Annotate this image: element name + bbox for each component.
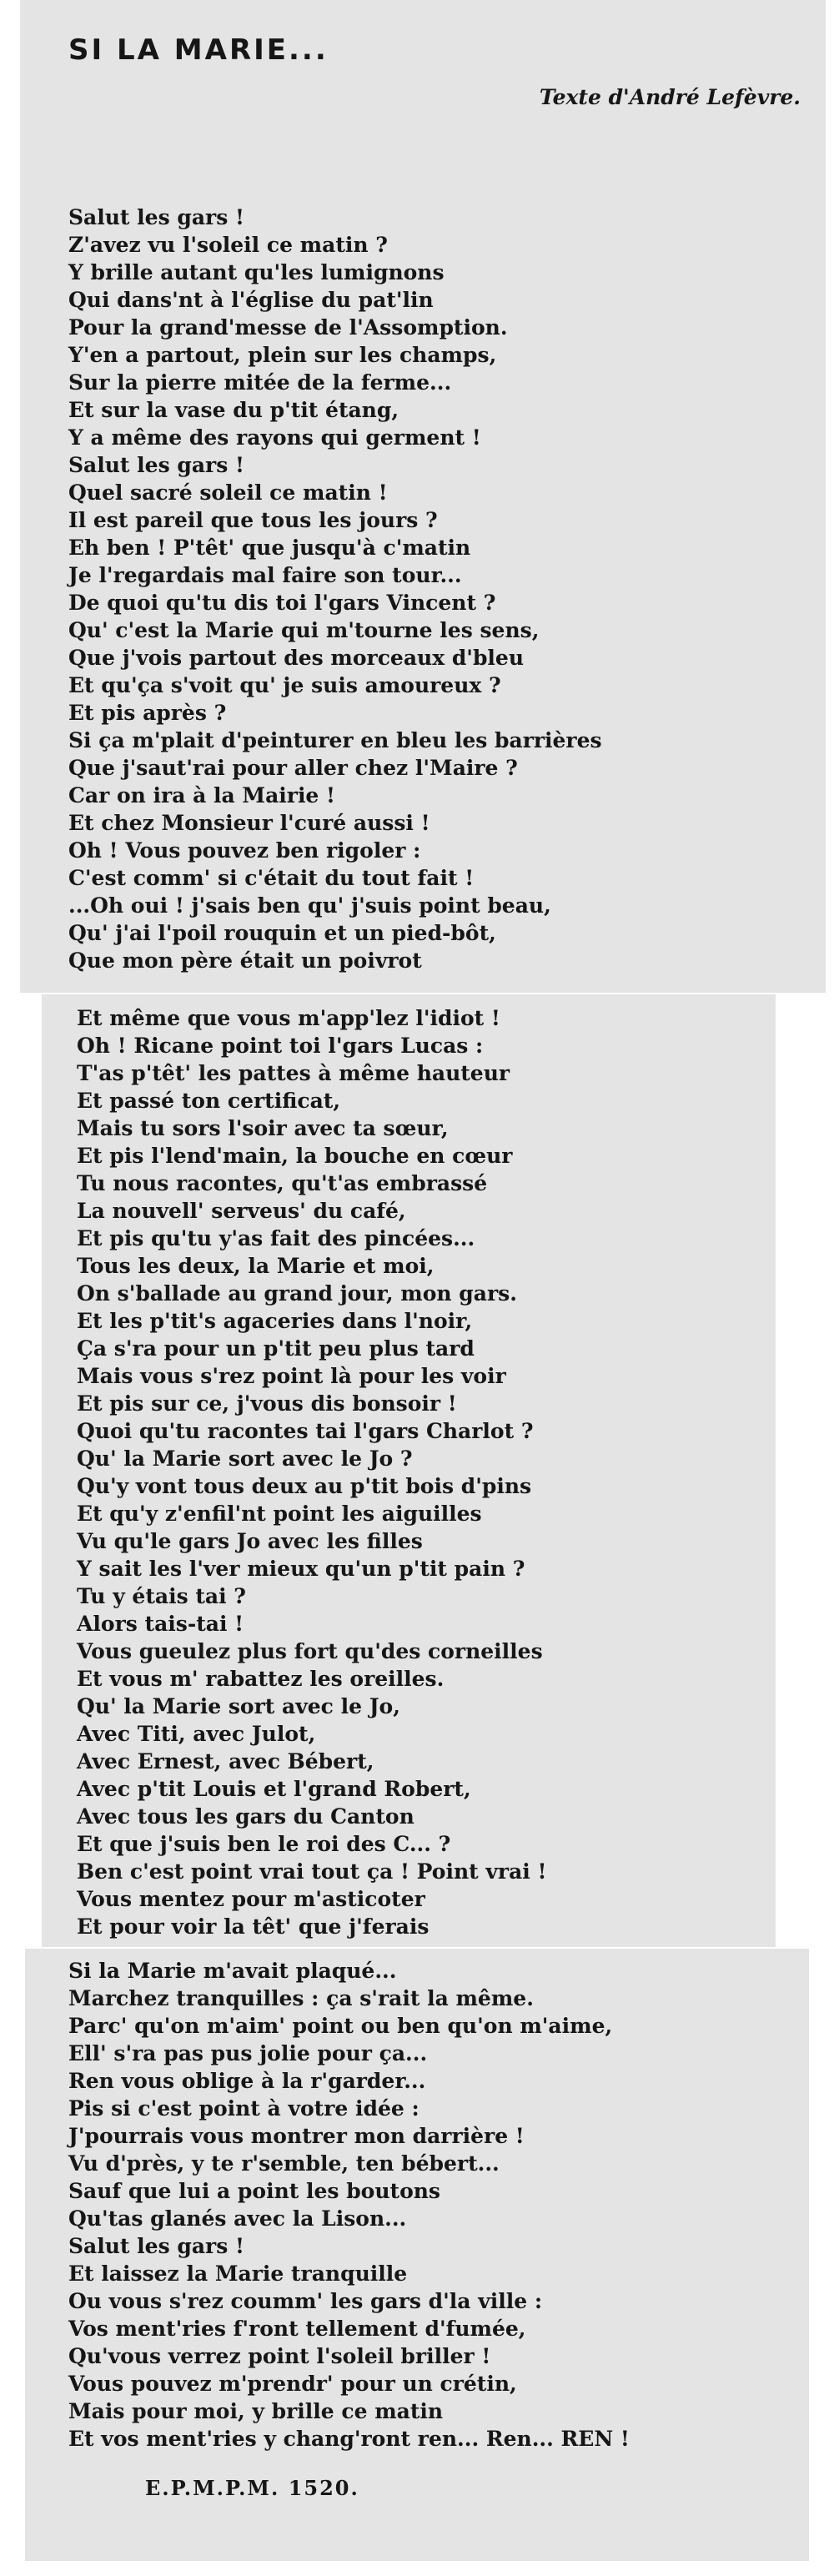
poem-line: Salut les gars ! — [68, 453, 244, 477]
poem-line: Mais pour moi, y brille ce matin — [68, 2399, 444, 2423]
author-credit: Texte d'André Lefèvre. — [539, 85, 801, 109]
poem-line: Avec Titi, avec Julot, — [77, 1722, 316, 1746]
poem-line: Vos ment'ries f'ront tellement d'fumée, — [68, 2317, 526, 2341]
poem-line: De quoi qu'tu dis toi l'gars Vincent ? — [68, 591, 496, 615]
poem-line: Qu' c'est la Marie qui m'tourne les sens, — [68, 618, 540, 642]
poem-line: Et pis après ? — [68, 701, 227, 725]
poem-line: Et vos ment'ries y chang'ront ren... Ren... REN ! — [68, 2427, 630, 2451]
poem-line: Pis si c'est point à votre idée : — [68, 2096, 420, 2121]
poem-line: Tous les deux, la Marie et moi, — [77, 1254, 435, 1278]
poem-line: Y'en a partout, plein sur les champs, — [68, 343, 497, 367]
poem-line: Ren vous oblige à la r'garder... — [68, 2069, 426, 2093]
poem-line: Qu' j'ai l'poil rouquin et un pied-bôt, — [68, 921, 496, 945]
poem-line: Car on ira à la Mairie ! — [68, 783, 336, 808]
poem-line: Et vous m' rabattez les oreilles. — [77, 1667, 445, 1691]
poem-line: Eh ben ! P'têt' que jusqu'à c'matin — [68, 536, 471, 560]
poem-line: Et que j'suis ben le roi des C... ? — [77, 1832, 451, 1856]
poem-line: Qu'vous verrez point l'soleil briller ! — [68, 2344, 491, 2368]
poem-line: Qu' la Marie sort avec le Jo, — [77, 1694, 400, 1718]
poem-line: Tu y étais tai ? — [77, 1584, 246, 1608]
poem-line: Et chez Monsieur l'curé aussi ! — [68, 811, 430, 835]
poem-line: J'pourrais vous montrer mon darrière ! — [68, 2124, 525, 2148]
poem-line: Qui dans'nt à l'église du pat'lin — [68, 288, 434, 312]
poem-line: Ça s'ra pour un p'tit peu plus tard — [77, 1336, 475, 1361]
poem-line: Qu'tas glanés avec la Lison... — [68, 2206, 407, 2231]
poem-line: Sur la pierre mitée de la ferme... — [68, 370, 452, 395]
stanza-1 — [68, 204, 602, 974]
poem-line: Avec p'tit Louis et l'grand Robert, — [77, 1777, 471, 1801]
poem-line: Quel sacré soleil ce matin ! — [68, 480, 388, 505]
poem-line: Et qu'y z'enfil'nt point les aiguilles — [77, 1502, 482, 1526]
poem-line: Et pis l'lend'main, la bouche en cœur — [77, 1144, 513, 1168]
poem-line: Sauf que lui a point les boutons — [68, 2179, 440, 2203]
stanza-3 — [68, 1957, 630, 2453]
poem-title: SI LA MARIE... — [68, 33, 329, 67]
poem-line: Avec Ernest, avec Bébert, — [77, 1749, 374, 1774]
poem-line: Quoi qu'tu racontes tai l'gars Charlot ? — [77, 1419, 534, 1443]
poem-line: T'as p'têt' les pattes à même hauteur — [77, 1061, 510, 1085]
poem-line: Oh ! Ricane point toi l'gars Lucas : — [77, 1034, 484, 1058]
poem-line: ...Oh oui ! j'sais ben qu' j'suis point beau, — [68, 893, 551, 918]
poem-line: Z'avez vu l'soleil ce matin ? — [68, 233, 388, 257]
poem-line: Ben c'est point vrai tout ça ! Point vrai ! — [77, 1859, 547, 1884]
poem-line: Et les p'tit's agaceries dans l'noir, — [77, 1309, 473, 1333]
poem-line: C'est comm' si c'était du tout fait ! — [68, 866, 475, 890]
poem-line: Que j'saut'rai pour aller chez l'Maire ? — [68, 756, 518, 780]
poem-line: Et sur la vase du p'tit étang, — [68, 398, 399, 422]
poem-line: Je l'regardais mal faire son tour... — [68, 563, 462, 587]
poem-line: Mais tu sors l'soir avec ta sœur, — [77, 1116, 449, 1140]
poem-line: Vous mentez pour m'asticoter — [77, 1887, 425, 1911]
poem-line: Oh ! Vous pouvez ben rigoler : — [68, 838, 421, 863]
poem-line: Tu nous racontes, qu't'as embrassé — [77, 1171, 488, 1195]
poem-line: Vu d'près, y te r'semble, ten bébert... — [68, 2151, 500, 2176]
poem-line: Avec tous les gars du Canton — [77, 1804, 414, 1829]
poem-line: Et laissez la Marie tranquille — [68, 2262, 408, 2286]
poem-line: Que j'vois partout des morceaux d'bleu — [68, 646, 525, 670]
poem-line: Marchez tranquilles : ça s'rait la même. — [68, 1986, 534, 2010]
poem-line: Y a même des rayons qui germent ! — [68, 425, 481, 450]
poem-line: Et pis sur ce, j'vous dis bonsoir ! — [77, 1391, 457, 1416]
poem-line: Il est pareil que tous les jours ? — [68, 508, 438, 532]
poem-line: Parc' qu'on m'aim' point ou ben qu'on m'aime, — [68, 2014, 613, 2038]
poem-line: La nouvell' serveus' du café, — [77, 1199, 406, 1223]
poem-line: Y sait les l'ver mieux qu'un p'tit pain ? — [77, 1557, 525, 1581]
poem-line: Pour la grand'messe de l'Assomption. — [68, 315, 508, 340]
poem-line: Que mon père était un poivrot — [68, 948, 422, 973]
poem-line: Qu' la Marie sort avec le Jo ? — [77, 1446, 413, 1471]
poem-line: Si la Marie m'avait plaqué... — [68, 1959, 397, 1983]
poem-line: Et même que vous m'app'lez l'idiot ! — [77, 1006, 500, 1030]
poem-line: Vu qu'le gars Jo avec les filles — [77, 1529, 423, 1553]
poem-line: Mais vous s'rez point là pour les voir — [77, 1364, 506, 1388]
poem-line: Et pis qu'tu y'as fait des pincées... — [77, 1226, 475, 1250]
poem-line: Alors tais-tai ! — [77, 1612, 244, 1636]
poem-line: Et pour voir la têt' que j'ferais — [77, 1914, 430, 1939]
poem-line: Et passé ton certificat, — [77, 1089, 341, 1113]
print-code: E.P.M.P.M. 1520. — [145, 2476, 359, 2500]
poem-line: On s'ballade au grand jour, mon gars. — [77, 1281, 517, 1306]
poem-line: Et qu'ça s'voit qu' je suis amoureux ? — [68, 673, 501, 697]
poem-line: Vous gueulez plus fort qu'des corneilles — [77, 1639, 543, 1663]
poem-line: Salut les gars ! — [68, 2234, 244, 2258]
stanza-2 — [77, 1004, 546, 1940]
poem-line: Si ça m'plait d'peinturer en bleu les barrières — [68, 728, 602, 752]
poem-line: Y brille autant qu'les lumignons — [68, 260, 445, 284]
poem-line: Qu'y vont tous deux au p'tit bois d'pins — [77, 1474, 532, 1498]
poem-line: Salut les gars ! — [68, 205, 244, 229]
poem-line: Ell' s'ra pas pus jolie pour ça... — [68, 2041, 428, 2065]
poem-line: Vous pouvez m'prendr' pour un crétin, — [68, 2372, 517, 2396]
poem-line: Ou vous s'rez coumm' les gars d'la ville : — [68, 2289, 543, 2313]
